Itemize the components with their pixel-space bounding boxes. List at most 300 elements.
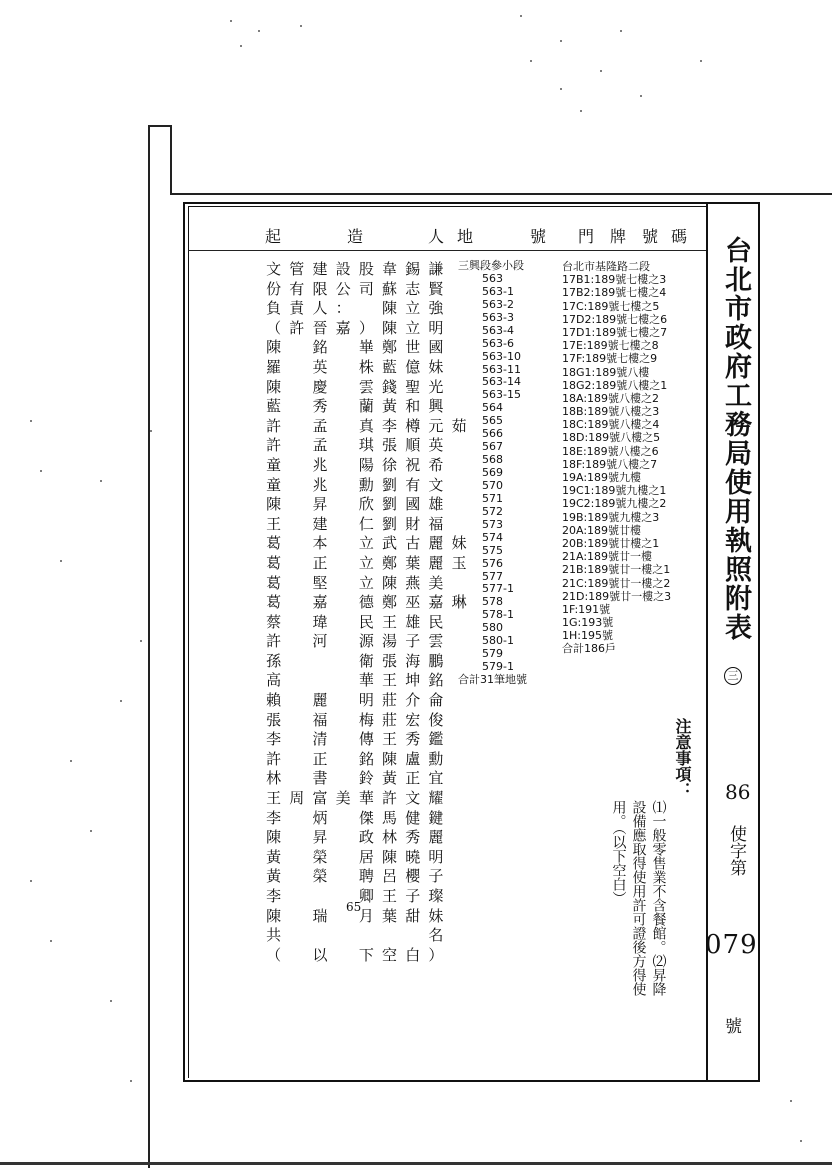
builder-char: 劉 — [382, 495, 398, 514]
land-section: 三興段參小段 — [458, 259, 524, 272]
builder-char: 國 — [405, 495, 421, 514]
builder-char: ： — [335, 299, 351, 318]
builder-char: 甜 — [405, 906, 421, 925]
builder-char: 聖 — [405, 377, 421, 396]
builder-char: 子 — [428, 867, 444, 886]
builder-row — [262, 946, 471, 966]
builder-row — [262, 926, 471, 946]
builder-char: 卿 — [358, 887, 374, 905]
builder-char: 人 — [312, 299, 328, 318]
builder-row — [262, 887, 471, 907]
builder-char: 蘇 — [382, 279, 398, 298]
builder-row — [262, 417, 471, 437]
note-line-1: ⑴一般零售業不含餐館。⑵昇降 — [650, 800, 667, 996]
builder-char: 鄭 — [382, 338, 398, 357]
doc-number: 86 — [725, 780, 751, 804]
builder-char: 仁 — [358, 514, 374, 533]
builder-row — [262, 691, 471, 711]
builder-char: 麗 — [312, 691, 328, 710]
builder-char: 妹 — [428, 906, 444, 925]
builder-char: 河 — [312, 632, 328, 651]
door-number-item: 18F:189號八樓之7 — [562, 457, 658, 471]
land-number-item: 563-15 — [482, 388, 521, 402]
header-land-2: 號 — [530, 227, 547, 246]
scan-speck — [800, 1140, 802, 1142]
builder-char: 藍 — [382, 357, 398, 376]
builder-row — [262, 632, 471, 652]
land-number-item: 577 — [482, 569, 503, 583]
land-number-item: 566 — [482, 427, 503, 441]
builder-char: 立 — [358, 573, 374, 592]
builder-char: 陳 — [382, 749, 398, 768]
scan-speck — [300, 25, 302, 27]
builder-char: 昇 — [312, 495, 328, 514]
builder-char: 建 — [312, 260, 328, 278]
door-total: 合計186戶 — [562, 642, 616, 656]
builder-char: 共 — [266, 926, 282, 945]
door-number-item: 21C:189號廿一樓之2 — [562, 576, 671, 590]
door-number-item: 17C:189號七樓之5 — [562, 299, 660, 313]
builder-char: 童 — [266, 455, 282, 474]
builder-char: 希 — [428, 455, 444, 474]
builder-char: 許 — [266, 416, 282, 435]
door-number-item: 1H:195號 — [562, 629, 613, 643]
builder-char: 份 — [266, 279, 282, 298]
header-door-2: 牌 — [610, 227, 627, 246]
scan-speck — [150, 430, 152, 432]
builder-char: 李 — [266, 730, 282, 749]
door-number-item: 17D1:189號七樓之7 — [562, 325, 668, 339]
header-builder-3: 人 — [428, 227, 445, 246]
door-number-item: 17B2:189號七樓之4 — [562, 286, 667, 300]
land-number-item: 578-1 — [482, 608, 514, 622]
doc-suffix: 號 — [725, 1017, 742, 1037]
builder-char: 和 — [405, 397, 421, 416]
scan-speck — [560, 88, 562, 90]
builder-row — [262, 652, 471, 672]
land-number-item: 570 — [482, 478, 503, 492]
land-number-item: 580-1 — [482, 634, 514, 648]
scan-speck — [30, 420, 32, 422]
builder-char: 財 — [405, 514, 421, 533]
builder-char: 書 — [312, 769, 328, 788]
builder-char: 劉 — [382, 475, 398, 494]
builder-char: 有 — [405, 475, 421, 494]
builder-page-count: 65 — [346, 900, 362, 914]
door-number-item: 18E:189號八樓之6 — [562, 444, 659, 458]
builder-char: 王 — [266, 514, 282, 533]
door-number-item: 17B1:189號七樓之3 — [562, 273, 667, 287]
builder-char: 富 — [312, 789, 328, 808]
builder-char: 設 — [335, 260, 351, 278]
builder-char: 文 — [428, 475, 444, 494]
builder-char: 美 — [428, 573, 444, 592]
land-number-item: 573 — [482, 517, 503, 531]
builder-char: 華 — [358, 789, 374, 808]
header-rule — [188, 250, 706, 251]
builder-char: 徐 — [382, 455, 398, 474]
builder-char: 建 — [312, 514, 328, 533]
scan-speck — [640, 95, 642, 97]
land-number-item: 563-11 — [482, 362, 521, 376]
builder-char: 興 — [428, 397, 444, 416]
builder-row — [262, 260, 471, 280]
scan-speck — [130, 1080, 132, 1082]
scan-speck — [110, 1000, 112, 1002]
builder-char: 祝 — [405, 455, 421, 474]
builder-char: 本 — [312, 534, 328, 553]
builder-char: 正 — [312, 553, 328, 572]
builder-char: 宏 — [405, 710, 421, 729]
builder-char: 莊 — [382, 691, 398, 710]
door-number-item: 17D2:189號七樓之6 — [562, 312, 668, 326]
builder-char: 林 — [382, 828, 398, 847]
builder-char: 有 — [289, 279, 305, 298]
scan-speck — [240, 45, 242, 47]
builder-char: 古 — [405, 534, 421, 553]
paper-edge-bottom — [0, 1162, 832, 1165]
builder-char: 童 — [266, 475, 282, 494]
builder-char: 立 — [358, 534, 374, 553]
builder-row — [262, 495, 471, 515]
builder-row — [262, 358, 471, 378]
builder-row — [262, 828, 471, 848]
builder-char: 坤 — [405, 671, 421, 690]
land-number-item: 579-1 — [482, 660, 514, 674]
builder-row — [262, 789, 471, 809]
door-number-item: 20B:189號廿樓之1 — [562, 536, 660, 550]
builder-char: 葉 — [405, 553, 421, 572]
land-number-item: 563-6 — [482, 336, 514, 350]
builder-char: 清 — [312, 730, 328, 749]
builder-char: 傑 — [358, 808, 374, 827]
header-builder-2: 造 — [347, 227, 364, 246]
builder-char: 股 — [358, 260, 374, 278]
builder-row — [262, 809, 471, 829]
scan-speck — [60, 560, 62, 562]
builder-char: 元 — [428, 416, 444, 435]
door-number-item: 18A:189號八樓之2 — [562, 391, 660, 405]
builder-char: 嘉 — [335, 318, 351, 337]
builder-char: 侖 — [428, 691, 444, 710]
builder-char: 雲 — [428, 632, 444, 651]
builder-char: 俊 — [428, 710, 444, 729]
door-number-item: 21B:189號廿一樓之1 — [562, 563, 671, 577]
builder-char: 高 — [266, 671, 282, 690]
builder-char: 黃 — [382, 397, 398, 416]
builder-row — [262, 907, 471, 927]
builder-char: 傳 — [358, 730, 374, 749]
builder-char: 鵬 — [428, 651, 444, 670]
header-land-1: 地 — [457, 227, 474, 246]
builder-char: 昇 — [312, 828, 328, 847]
builder-char: 限 — [312, 279, 328, 298]
builder-char: 負 — [266, 299, 282, 318]
builder-char: 子 — [405, 887, 421, 905]
builder-char: ） — [428, 945, 444, 964]
builder-char: 志 — [405, 279, 421, 298]
note-line-3: 用。（以下空白） — [610, 800, 627, 905]
note-line-2: 設備應取得使用許可證後方得使 — [630, 800, 647, 996]
builder-char: 藍 — [266, 397, 282, 416]
builder-char: 許 — [382, 789, 398, 808]
scan-speck — [700, 60, 702, 62]
builder-char: 蘭 — [358, 397, 374, 416]
builder-char: 李 — [266, 887, 282, 905]
builder-char: 明 — [428, 318, 444, 337]
builder-char: 李 — [266, 808, 282, 827]
door-number-item: 1G:193號 — [562, 616, 614, 630]
doc-serial: 079 — [705, 930, 758, 960]
scan-speck — [560, 40, 562, 42]
scan-speck — [90, 830, 92, 832]
builder-char: 兆 — [312, 455, 328, 474]
builder-char: 秀 — [405, 828, 421, 847]
builder-char: 許 — [266, 436, 282, 455]
builder-char: 銘 — [428, 671, 444, 690]
builder-row — [262, 476, 471, 496]
door-number-item: 17F:189號七樓之9 — [562, 352, 658, 366]
builder-char: 張 — [382, 436, 398, 455]
builder-char: 福 — [428, 514, 444, 533]
builder-row — [262, 338, 471, 358]
header-door-3: 號 — [642, 227, 659, 246]
builder-char: 張 — [266, 710, 282, 729]
builder-char: 蔡 — [266, 612, 282, 631]
builder-char: 莊 — [382, 710, 398, 729]
builder-char: 雲 — [358, 377, 374, 396]
land-number-item: 568 — [482, 453, 503, 467]
door-number-item: 19A:189號九樓 — [562, 471, 642, 484]
door-items — [562, 273, 671, 642]
land-total: 合計31筆地號 — [458, 673, 527, 686]
scan-speck — [790, 1100, 792, 1102]
builder-char: 順 — [405, 436, 421, 455]
builder-char: 居 — [358, 847, 374, 866]
land-number-item: 579 — [482, 647, 503, 661]
land-number-item: 565 — [482, 414, 503, 428]
builder-char: 王 — [382, 612, 398, 631]
builder-char: 責 — [289, 299, 305, 318]
builder-char: 德 — [358, 593, 374, 612]
builder-row — [262, 867, 471, 887]
builder-char: 聘 — [358, 867, 374, 886]
paper-edge-top-right — [170, 193, 832, 195]
builder-char: 葛 — [266, 534, 282, 553]
land-number-item: 577-1 — [482, 582, 514, 596]
builder-row — [262, 456, 471, 476]
builder-char: 秀 — [405, 730, 421, 749]
builder-char: 鈴 — [358, 769, 374, 788]
builder-char: 巫 — [405, 593, 421, 612]
door-number-item: 17E:189號七樓之8 — [562, 339, 659, 353]
builder-row — [262, 711, 471, 731]
table-frame-inner-top — [188, 206, 708, 207]
builder-char: 盧 — [405, 749, 421, 768]
builder-char: 茹 — [451, 416, 467, 435]
builder-char: 管 — [289, 260, 305, 278]
land-number-item: 567 — [482, 440, 503, 454]
builder-char: 鍵 — [428, 808, 444, 827]
builder-char: 月 — [358, 906, 374, 925]
builder-char: 陽 — [358, 455, 374, 474]
builder-char: 王 — [382, 671, 398, 690]
builder-char: 曉 — [405, 847, 421, 866]
builder-row — [262, 574, 471, 594]
builder-row — [262, 280, 471, 300]
builder-char: 名 — [428, 926, 444, 945]
builder-char: 陳 — [266, 338, 282, 357]
builder-char: 謙 — [428, 260, 444, 278]
builder-char: 林 — [266, 769, 282, 788]
builder-char: 呂 — [382, 867, 398, 886]
scan-speck — [520, 15, 522, 17]
builder-row — [262, 769, 471, 789]
builder-list — [262, 260, 471, 965]
scan-speck — [140, 640, 142, 642]
builder-char: 王 — [382, 730, 398, 749]
land-number-item: 563-1 — [482, 284, 514, 298]
builder-char: 陳 — [266, 828, 282, 847]
builder-row — [262, 299, 471, 319]
builder-char: 李 — [382, 416, 398, 435]
builder-char: 燕 — [405, 573, 421, 592]
builder-char: 世 — [405, 338, 421, 357]
land-number-item: 572 — [482, 504, 503, 518]
builder-char: 下 — [358, 945, 374, 964]
door-number-item: 18G2:189號八樓之1 — [562, 378, 668, 392]
builder-row — [262, 436, 471, 456]
door-number-item: 19C2:189號九樓之2 — [562, 497, 667, 511]
builder-char: 黃 — [266, 867, 282, 886]
builder-char: 政 — [358, 828, 374, 847]
builder-char: 玉 — [451, 553, 467, 572]
builder-char: 源 — [358, 632, 374, 651]
builder-char: ） — [358, 318, 374, 337]
builder-row — [262, 593, 471, 613]
builder-char: 黃 — [382, 769, 398, 788]
builder-char: 嘉 — [428, 593, 444, 612]
builder-char: 立 — [405, 318, 421, 337]
builder-char: 強 — [428, 299, 444, 318]
builder-char: 福 — [312, 710, 328, 729]
builder-char: 武 — [382, 534, 398, 553]
builder-char: 孟 — [312, 436, 328, 455]
door-number-item: 19B:189號九樓之3 — [562, 510, 660, 524]
builder-char: 賴 — [266, 691, 282, 710]
doc-char: 使字第 — [726, 825, 746, 876]
scan-speck — [230, 20, 232, 22]
builder-char: 秀 — [312, 397, 328, 416]
builder-char: 馬 — [382, 808, 398, 827]
builder-char: 妹 — [451, 534, 467, 553]
scan-speck — [620, 30, 622, 32]
builder-char: 立 — [405, 299, 421, 318]
builder-char: 葉 — [382, 906, 398, 925]
builder-row — [262, 671, 471, 691]
builder-char: 文 — [405, 789, 421, 808]
builder-char: 正 — [312, 749, 328, 768]
scan-speck — [100, 480, 102, 482]
scan-speck — [50, 940, 52, 942]
builder-char: 子 — [405, 632, 421, 651]
builder-char: 孟 — [312, 416, 328, 435]
builder-char: 琪 — [358, 436, 374, 455]
land-number-item: 578 — [482, 595, 503, 609]
builder-char: 陳 — [382, 847, 398, 866]
builder-char: 錢 — [382, 377, 398, 396]
scan-speck — [30, 880, 32, 882]
builder-char: 雄 — [405, 612, 421, 631]
builder-char: 民 — [358, 612, 374, 631]
builder-char: 株 — [358, 357, 374, 376]
builder-char: （ — [266, 318, 282, 337]
paper-edge-step — [170, 127, 172, 195]
door-number-item: 18D:189號八樓之5 — [562, 431, 661, 445]
land-number-item: 571 — [482, 491, 503, 505]
land-number-item: 563-14 — [482, 375, 521, 389]
builder-char: 妹 — [428, 357, 444, 376]
builder-char: 華 — [358, 671, 374, 690]
builder-row — [262, 730, 471, 750]
header-builder-1: 起 — [265, 227, 282, 246]
door-number-item: 18G1:189號八樓 — [562, 365, 650, 379]
builder-char: 劉 — [382, 514, 398, 533]
builder-char: 鄭 — [382, 553, 398, 572]
door-number-list — [562, 260, 671, 656]
scan-speck — [40, 470, 42, 472]
land-number-item: 563-2 — [482, 297, 514, 311]
builder-char: 宜 — [428, 769, 444, 788]
builder-char: 白 — [405, 945, 421, 964]
builder-char: （ — [266, 945, 282, 964]
builder-char: 梅 — [358, 710, 374, 729]
builder-char: 葛 — [266, 593, 282, 612]
builder-char: 真 — [358, 416, 374, 435]
builder-char: 鄭 — [382, 593, 398, 612]
land-number-item: 563-4 — [482, 323, 514, 337]
land-number-item: 563-10 — [482, 349, 521, 363]
land-number-item: 563-3 — [482, 310, 514, 324]
door-number-item: 18B:189號八樓之3 — [562, 405, 660, 419]
builder-char: 堅 — [312, 573, 328, 592]
builder-char: 陳 — [266, 377, 282, 396]
builder-row — [262, 554, 471, 574]
builder-char: 耀 — [428, 789, 444, 808]
table-frame-inner-left — [188, 206, 189, 1078]
builder-char: 嘉 — [312, 593, 328, 612]
builder-char: 麗 — [428, 828, 444, 847]
builder-char: 雄 — [428, 495, 444, 514]
builder-char: 麗 — [428, 534, 444, 553]
builder-char: 王 — [266, 789, 282, 808]
builder-char: 銘 — [358, 749, 374, 768]
builder-row — [262, 848, 471, 868]
builder-char: 國 — [428, 338, 444, 357]
builder-char: 英 — [428, 436, 444, 455]
builder-char: 瑋 — [312, 612, 328, 631]
builder-char: 許 — [266, 749, 282, 768]
land-number-item: 575 — [482, 543, 503, 557]
land-number-item: 569 — [482, 466, 503, 479]
builder-char: 兆 — [312, 475, 328, 494]
builder-char: 衛 — [358, 651, 374, 670]
builder-char: 光 — [428, 377, 444, 396]
door-number-item: 21D:189號廿一樓之3 — [562, 589, 672, 603]
builder-char: 湯 — [382, 632, 398, 651]
builder-char: 陳 — [382, 573, 398, 592]
land-number-item: 574 — [482, 530, 503, 544]
